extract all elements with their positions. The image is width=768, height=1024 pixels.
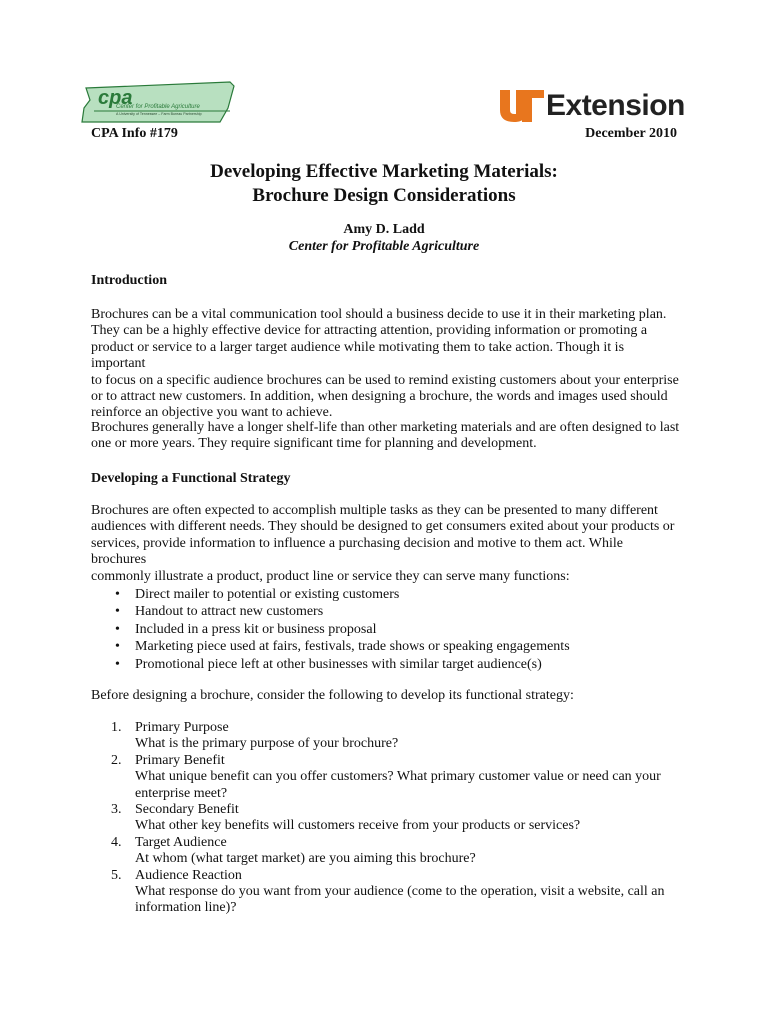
- ut-mark-icon: [500, 90, 544, 122]
- section-heading-strategy: Developing a Functional Strategy: [91, 471, 291, 486]
- list-item: [91, 802, 681, 835]
- list-item-text: Included in a press kit or business proposal: [135, 621, 377, 637]
- author-name: Amy D. Ladd: [343, 222, 425, 237]
- list-item: [91, 586, 570, 603]
- list-item-text: Direct mailer to potential or existing customers: [135, 587, 400, 602]
- text-line: to focus on a specific audience brochures can be used to remind existing customers about your enterprise: [91, 372, 679, 388]
- text-line: They can be a highly effective device for attracting attention, providing information or promoting a: [91, 323, 648, 339]
- text-line: one or more years. They require significant time for planning and development.: [91, 436, 537, 452]
- ut-extension-text: Extension: [546, 89, 685, 122]
- step-number: 5.: [111, 867, 122, 883]
- step-detail: information line)?: [135, 900, 237, 916]
- intro-paragraph-1: [91, 307, 681, 422]
- bullet-icon: •: [115, 621, 120, 637]
- step-title: Primary Purpose: [135, 720, 229, 735]
- step-number: 4.: [111, 834, 122, 850]
- step-number: 1.: [111, 720, 122, 735]
- strategy-paragraph: [91, 503, 681, 585]
- list-item: [91, 868, 681, 917]
- list-item: [91, 835, 681, 868]
- text-line: Brochures can be a vital communication tool should a business decide to use it in their marketing plan.: [91, 307, 667, 322]
- step-detail: What unique benefit can you offer customers? What primary customer value or need can your: [135, 769, 661, 785]
- document-title-line-2: Brochure Design Considerations: [252, 185, 516, 206]
- step-detail: What other key benefits will customers receive from your products or services?: [135, 818, 581, 834]
- functions-bullet-list: [91, 586, 570, 673]
- document-number: CPA Info #179: [91, 126, 178, 141]
- svg-text:Center for Profitable Agricult: Center for Profitable Agriculture: [116, 104, 200, 110]
- list-item: [91, 603, 570, 620]
- list-item: [91, 656, 570, 673]
- bullet-icon: •: [115, 587, 120, 602]
- document-date: December 2010: [585, 126, 677, 141]
- step-number: 2.: [111, 752, 122, 768]
- section-heading-introduction: Introduction: [91, 273, 167, 288]
- tennessee-state-shape: [80, 78, 236, 126]
- ut-extension-logo: [500, 86, 685, 126]
- text-line: commonly illustrate a product, product line or service they can serve many functions:: [91, 568, 570, 584]
- step-detail: At whom (what target market) are you aiming this brochure?: [135, 851, 476, 867]
- text-line: audiences with different needs. They should be designed to get consumers exited about your products or: [91, 519, 675, 535]
- text-line: Brochures generally have a longer shelf-life than other marketing materials and are often designed to last: [91, 420, 680, 435]
- text-line: reinforce an objective you want to achieve.: [91, 405, 333, 421]
- step-title: Audience Reaction: [135, 867, 242, 883]
- intro-paragraph-2: [91, 420, 681, 453]
- author-affiliation: Center for Profitable Agriculture: [288, 239, 480, 254]
- list-item-text: Handout to attract new customers: [135, 604, 324, 620]
- before-designing-text: Before designing a brochure, consider the following to develop its functional strategy:: [91, 688, 574, 703]
- step-title: Target Audience: [135, 834, 227, 850]
- svg-text:A University of Tennessee – Fa: A University of Tennessee – Farm Bureau Partnership: [116, 112, 202, 116]
- step-detail: enterprise meet?: [135, 785, 228, 801]
- step-title: Primary Benefit: [135, 752, 225, 768]
- list-item: [91, 621, 570, 638]
- bullet-icon: •: [115, 604, 120, 620]
- bullet-icon: •: [115, 639, 120, 655]
- bullet-icon: •: [115, 656, 120, 672]
- list-item-text: Marketing piece used at fairs, festivals, trade shows or speaking engagements: [135, 639, 570, 655]
- step-title: Secondary Benefit: [135, 802, 239, 818]
- list-item: [91, 638, 570, 655]
- step-detail: What response do you want from your audience (come to the operation, visit a website, call an: [135, 884, 665, 900]
- cpa-logo: [80, 78, 236, 126]
- step-number: 3.: [111, 802, 122, 818]
- list-item-text: Promotional piece left at other businesses with similar target audience(s): [135, 656, 542, 672]
- text-line: or to attract new customers. In addition, when designing a brochure, the words and images used should: [91, 389, 668, 405]
- text-line: Brochures are often expected to accomplish multiple tasks as they can be presented to many different: [91, 503, 658, 518]
- document-title-line-1: Developing Effective Marketing Materials:: [210, 161, 558, 182]
- strategy-steps-list: [91, 720, 681, 917]
- svg-text:cpa: cpa: [98, 87, 133, 109]
- list-item: [91, 753, 681, 802]
- text-line: product or service to a larger target audience while motivating them to take action. Though it is important: [91, 339, 625, 372]
- text-line: services, provide information to influence a purchasing decision and motive to them act. While brochures: [91, 535, 623, 568]
- list-item: [91, 720, 681, 753]
- step-detail: What is the primary purpose of your brochure?: [135, 736, 399, 752]
